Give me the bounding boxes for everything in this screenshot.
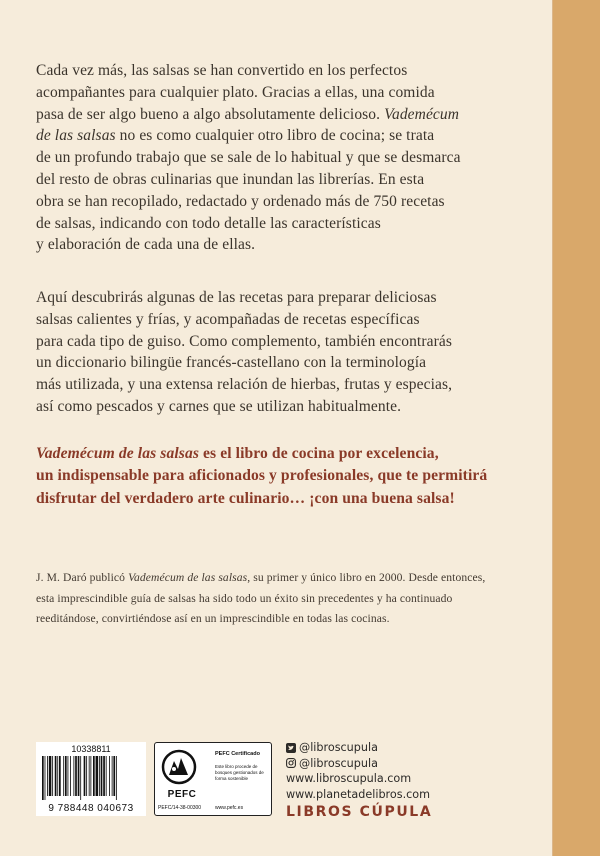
text-line: obra se han recopilado, redactado y ordenado más de 750 recetas: [36, 192, 445, 210]
pefc-description: Este libro procede de bosques gestionados de forma sostenible: [215, 764, 264, 781]
text-line: disfrutar del verdadero arte culinario… ¡con una buena salsa!: [36, 489, 455, 507]
barcode-bar: [73, 756, 74, 796]
barcode-bar: [99, 756, 100, 796]
barcode-bar: [45, 756, 46, 800]
twitter-handle[interactable]: [286, 740, 466, 756]
barcode-bar: [96, 756, 99, 796]
author-bio: [36, 568, 546, 630]
spine-edge: [552, 0, 553, 856]
text-line: J. M. Daró publicó Vademécum de las salsas, su primer y único libro en 2000. Desde entonces,: [36, 571, 486, 584]
barcode-bar: [103, 756, 105, 796]
text-line: pasa de ser algo bueno a algo absolutamente delicioso. Vademécum: [36, 105, 460, 123]
book-spine: [553, 0, 600, 856]
barcode-bar: [68, 756, 69, 796]
barcode-bar: [90, 756, 91, 796]
text-line: de salsas, indicando con todo detalle las características: [36, 214, 381, 232]
barcode-bar: [47, 756, 48, 796]
book-title-italic: Vademécum de las salsas: [36, 445, 200, 462]
barcode-bar: [116, 756, 117, 800]
barcode-bar: [84, 756, 86, 796]
pefc-label: PEFC: [167, 789, 197, 800]
barcode-bar: [80, 756, 81, 800]
website-link[interactable]: www.libroscupula.com: [286, 772, 412, 785]
text-line: de un profundo trabajo que se sale de lo habitual y que se desmarca: [36, 149, 461, 167]
isbn-barcode: [36, 742, 146, 816]
text-line: de las salsas no es como cualquier otro libro de cocina; se trata: [36, 127, 435, 145]
website2-link[interactable]: www.planetadelibros.com: [286, 787, 431, 801]
instagram-handle[interactable]: [286, 756, 466, 772]
text-line: acompañantes para cualquier plato. Gracias a ellas, una comida: [36, 83, 435, 101]
pefc-code: PEFC/14-38-00300: [158, 805, 202, 811]
recipes-paragraph: [36, 287, 541, 418]
twitter-icon: [286, 743, 296, 753]
text-line: más utilizada, y una extensa relación de hierbas, frutas y especias,: [36, 376, 453, 394]
barcode-bar: [59, 756, 61, 796]
text-line: y elaboración de cada una de ellas.: [36, 236, 256, 254]
pefc-certification: [154, 742, 272, 816]
barcode-bar: [89, 756, 90, 796]
highlight-paragraph: [36, 443, 556, 510]
instagram-handle-text: @libroscupula: [299, 756, 378, 770]
barcode-bar: [52, 756, 53, 796]
pefc-certified: PEFC Certificado: [215, 751, 260, 757]
book-title-italic: Vademécum de las salsas: [128, 571, 248, 584]
barcode-bar: [78, 756, 80, 796]
pefc-url: www.pefc.es: [215, 805, 244, 811]
text-line: del resto de obras culinarias que inundan las librerías. En esta: [36, 170, 425, 188]
text-line: reeditándose, convirtiéndose así en un imprescindible en todas las cocinas.: [36, 612, 390, 626]
isbn-number: 9 788448 040673: [48, 803, 134, 814]
text-line: un indispensable para aficionados y profesionales, que te permitirá: [36, 467, 488, 485]
barcode-bar: [49, 756, 52, 796]
intro-paragraph: [36, 60, 541, 256]
publisher-info: [286, 740, 466, 821]
barcode-bar: [93, 756, 95, 796]
barcode-bar: [106, 756, 107, 796]
barcode-bar: [63, 756, 64, 796]
text-line: Vademécum de las salsas es el libro de cocina por excelencia,: [36, 445, 439, 462]
text-line: así como pescados y carnes que se utilizan habitualmente.: [36, 397, 402, 415]
barcode-bar: [113, 756, 115, 796]
barcode-bar: [65, 756, 67, 796]
barcode-bar: [101, 756, 103, 796]
barcode-bar: [42, 756, 44, 800]
text-line: Aquí descubrirás algunas de las recetas para preparar deliciosas: [36, 289, 437, 306]
text-line: Cada vez más, las salsas se han convertido en los perfectos: [36, 62, 408, 79]
barcode-bar: [75, 756, 77, 796]
instagram-icon: [286, 758, 296, 768]
barcode-bar: [109, 756, 110, 796]
book-title-italic: de las salsas: [36, 127, 116, 145]
pefc-tree-icon: [161, 749, 197, 785]
book-title-italic: Vademécum: [384, 105, 460, 123]
text-line: un diccionario bilingüe francés-castellano con la terminología: [36, 354, 427, 372]
barcode-bars: [40, 756, 142, 800]
barcode-bar: [55, 756, 57, 796]
barcode-bar: [86, 756, 87, 796]
text-line: salsas calientes y frías, y acompañadas de recetas específicas: [36, 310, 420, 328]
text-line: para cada tipo de guiso. Como complemento, también encontrarás: [36, 332, 452, 350]
barcode-bar: [57, 756, 58, 796]
barcode-bar: [70, 756, 71, 796]
text-line: esta imprescindible guía de salsas ha sido todo un éxito sin precedentes y ha continuado: [36, 591, 453, 605]
publisher-logo: LIBROS CÚPULA: [286, 804, 433, 820]
barcode-top-number: 10338811: [71, 744, 111, 754]
twitter-handle-text: @libroscupula: [299, 741, 378, 754]
barcode-bar: [112, 756, 113, 796]
